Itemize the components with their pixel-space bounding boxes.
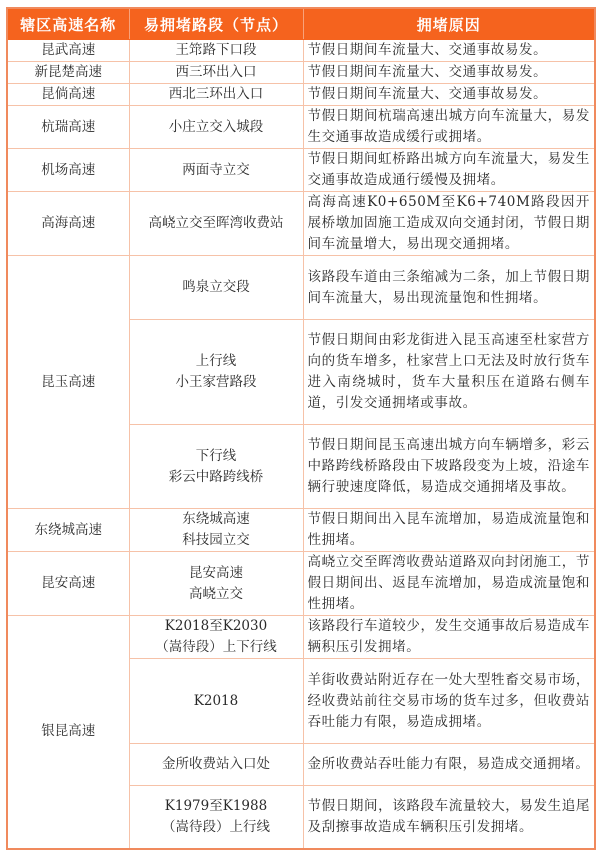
- segment-line: 上行线: [195, 353, 237, 369]
- segment-line: 科技园立交: [182, 532, 250, 548]
- header-congestion-segment: 易拥堵路段（节点）: [129, 8, 303, 40]
- segment: [129, 192, 303, 256]
- segment: [129, 509, 303, 552]
- congestion-table: [6, 7, 596, 850]
- segment: [129, 616, 303, 659]
- highway-name: 银昆高速: [7, 616, 129, 849]
- table-row: [7, 84, 595, 106]
- reason: 节假日期间由彩龙街进入昆玉高速至杜家营方向的货车增多，杜家营上口无法及时放行货车进入南绕城时，货车大量积压在道路右侧车道，引发交通拥堵或事故。: [303, 320, 595, 425]
- reason: 羊街收费站附近存在一处大型牲畜交易市场，经收费站前往交易市场的货车过多，但收费站吞吐能力有限，易造成拥堵。: [303, 659, 595, 744]
- segment-line: 西北三环出入口: [168, 86, 264, 102]
- table-row: [7, 552, 595, 616]
- segment: [129, 320, 303, 425]
- segment: [129, 659, 303, 744]
- segment-line: （嵩待段）上下行线: [155, 639, 277, 655]
- header-congestion-reason: 拥堵原因: [303, 8, 595, 40]
- segment: [129, 744, 303, 786]
- reason: 节假日期间，该路段车流量较大，易发生追尾及刮擦事故造成车辆积压引发拥堵。: [303, 786, 595, 849]
- segment: [129, 40, 303, 62]
- highway-name: 昆倘高速: [7, 84, 129, 106]
- segment-line: （嵩待段）上行线: [162, 818, 270, 835]
- segment-line: 下行线: [195, 447, 237, 464]
- segment-line: 彩云中路跨线桥: [168, 468, 264, 485]
- highway-name: 新昆楚高速: [7, 62, 129, 84]
- segment-line: 高峣立交: [189, 585, 243, 602]
- table-row: [7, 616, 595, 659]
- segment: [129, 256, 303, 320]
- segment-line: 东绕城高速: [182, 511, 250, 527]
- highway-name: 昆安高速: [7, 552, 129, 616]
- segment-line: 小王家营路段: [175, 374, 257, 390]
- reason: 金所收费站吞吐能力有限，易造成交通拥堵。: [303, 744, 595, 786]
- segment-line: 西三环出入口: [175, 64, 257, 80]
- reason: 节假日期间车流量大、交通事故易发。: [303, 84, 595, 106]
- table-row: [7, 62, 595, 84]
- segment-line: 鸣泉立交段: [182, 279, 250, 295]
- highway-name: 昆武高速: [7, 40, 129, 62]
- reason: 高峣立交至晖湾收费站道路双向封闭施工，节假日期间出、返昆车流增加，易造成流量饱和性拥堵。: [303, 552, 595, 616]
- header-highway-name: 辖区高速名称: [7, 8, 129, 40]
- table-row: [7, 192, 595, 256]
- table-row: [7, 256, 595, 320]
- segment: [129, 62, 303, 84]
- segment-line: 昆安高速: [189, 564, 243, 581]
- segment-line: 金所收费站入口处: [162, 756, 270, 772]
- table-row: [7, 149, 595, 192]
- highway-name: 机场高速: [7, 149, 129, 192]
- reason: 节假日期间昆玉高速出城方向车辆增多，彩云中路跨线桥路段由下坡路段变为上坡，沿途车辆行驶速度降低，易造成交通拥堵及事故。: [303, 425, 595, 509]
- reason: 节假日期间车流量大、交通事故易发。: [303, 62, 595, 84]
- highway-name: 昆玉高速: [7, 256, 129, 509]
- segment: [129, 84, 303, 106]
- table-row: [7, 106, 595, 149]
- segment: [129, 786, 303, 849]
- segment-line: 小庄立交入城段: [168, 118, 264, 135]
- reason: 节假日期间杭瑞高速出城方向车流量大，易发生交通事故造成缓行或拥堵。: [303, 106, 595, 149]
- segment-line: 两面寺立交: [182, 161, 250, 178]
- segment: [129, 425, 303, 509]
- segment-line: K1979至K1988: [164, 797, 268, 814]
- segment: [129, 106, 303, 149]
- highway-name: 杭瑞高速: [7, 106, 129, 149]
- reason: 节假日期间车流量大、交通事故易发。: [303, 40, 595, 62]
- segment: [129, 552, 303, 616]
- highway-name: 高海高速: [7, 192, 129, 256]
- segment-line: K2018: [193, 692, 239, 709]
- reason: 节假日期间出入昆车流增加，易造成流量饱和性拥堵。: [303, 509, 595, 552]
- segment: [129, 149, 303, 192]
- reason: 节假日期间虹桥路出城方向车流量大，易发生交通事故造成通行缓慢及拥堵。: [303, 149, 595, 192]
- highway-name: 东绕城高速: [7, 509, 129, 552]
- table-header-row: [7, 8, 595, 40]
- reason: 高海高速K0+650M至K6+740M路段因开展桥墩加固施工造成双向交通封闭，节假日期间车流量增大，易出现交通拥堵。: [303, 192, 595, 256]
- segment-line: 王筇路下口段: [175, 42, 257, 58]
- reason: 该路段车道由三条缩减为二条，加上节假日期间车流量大，易出现流量饱和性拥堵。: [303, 256, 595, 320]
- segment-line: K2018至K2030: [164, 618, 268, 634]
- reason: 该路段行车道较少，发生交通事故后易造成车辆积压引发拥堵。: [303, 616, 595, 659]
- table-row: [7, 40, 595, 62]
- table-row: [7, 509, 595, 552]
- segment-line: 高峣立交至晖湾收费站: [148, 215, 284, 231]
